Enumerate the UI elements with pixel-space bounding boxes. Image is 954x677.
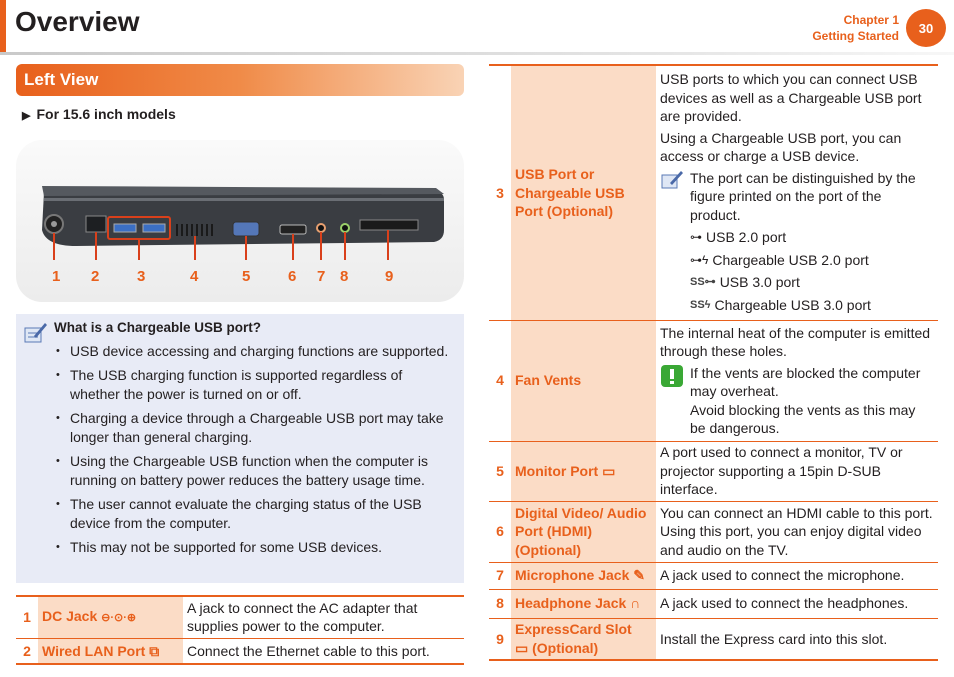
note-title: What is a Chargeable USB port? bbox=[54, 320, 262, 335]
callout-9: 9 bbox=[385, 268, 394, 285]
row-number: 1 bbox=[23, 609, 31, 625]
usb-legend-item: ⊶ USB 2.0 port bbox=[690, 229, 787, 246]
row-description: You can connect an HDMI cable to this port. Using this port, you can enjoy digital video and audio on the TV. bbox=[660, 504, 933, 558]
laptop-illustration bbox=[16, 140, 464, 302]
row-name: Digital Video/ Audio Port (HDMI) (Optional) bbox=[511, 501, 656, 562]
usb-legend-item: SS⊶ USB 3.0 port bbox=[690, 274, 800, 291]
row-description: A port used to connect a monitor, TV or projector supporting a 15pin D-SUB interface. bbox=[660, 444, 903, 498]
warning-icon bbox=[660, 364, 684, 388]
laptop-left-side-image bbox=[16, 140, 464, 302]
table-row bbox=[16, 596, 464, 638]
note-item: • This may not be supported for some USB devices. bbox=[54, 538, 454, 558]
warning-text: Avoid blocking the vents as this may be dangerous. bbox=[690, 401, 916, 436]
warning-sub bbox=[660, 364, 934, 438]
row-name: Microphone Jack ✎ bbox=[511, 562, 656, 589]
header-accent-bar bbox=[0, 0, 6, 52]
table-row bbox=[489, 320, 938, 441]
usb-legend-item: ⊶ϟ Chargeable USB 2.0 port bbox=[690, 251, 869, 268]
chapter-label bbox=[812, 12, 899, 44]
row-description: A jack used to connect the headphones. bbox=[660, 595, 909, 612]
row-description: Connect the Ethernet cable to this port. bbox=[187, 642, 430, 659]
note-list bbox=[54, 342, 454, 561]
row-number: 5 bbox=[496, 462, 504, 479]
row-name: Monitor Port ▭ bbox=[511, 441, 656, 501]
section-title: Left View bbox=[24, 70, 99, 89]
note-text: The port can be distinguished by the figure printed on the port of the product. bbox=[690, 169, 916, 223]
monitor-icon: ▭ bbox=[602, 462, 616, 479]
table-row bbox=[489, 441, 938, 501]
note-item: • The USB charging function is supported regardless of whether the power is turned on or off. bbox=[54, 366, 454, 405]
callout-6: 6 bbox=[288, 268, 297, 285]
row-description: A jack to connect the AC adapter that supplies power to the computer. bbox=[187, 599, 418, 635]
usb-2-icon: ⊶ bbox=[690, 230, 702, 245]
usb-3-icon: SS⊶ bbox=[690, 276, 716, 289]
table-row bbox=[489, 65, 938, 320]
right-port-table bbox=[489, 64, 938, 661]
table-row bbox=[489, 501, 938, 562]
desc-text: USB ports to which you can connect USB devices as well as a Chargeable USB port are provided. bbox=[660, 71, 922, 125]
desc-text: The internal heat of the computer is emitted through these holes. bbox=[660, 324, 931, 359]
callout-4: 4 bbox=[190, 268, 199, 285]
note-sub bbox=[660, 169, 934, 225]
page-title: Overview bbox=[15, 6, 140, 37]
page-number-badge: 30 bbox=[906, 9, 946, 47]
row-number: 8 bbox=[496, 595, 504, 612]
note-item: • Charging a device through a Chargeable USB port may take longer than general charging. bbox=[54, 409, 454, 448]
usb-3-charge-icon: SSϟ bbox=[690, 298, 711, 311]
dc-jack-icon: ⊖·⊙·⊕ bbox=[101, 612, 137, 624]
row-name: Wired LAN Port ⧉ bbox=[38, 638, 183, 664]
chapter-name: Getting Started bbox=[812, 29, 899, 43]
left-port-table bbox=[16, 595, 464, 665]
note-pencil-icon bbox=[22, 320, 48, 346]
usb-legend-item: SSϟ Chargeable USB 3.0 port bbox=[690, 296, 871, 313]
row-number: 9 bbox=[496, 630, 504, 647]
microphone-icon: ✎ bbox=[633, 567, 645, 584]
row-number: 7 bbox=[496, 567, 504, 584]
row-description: A jack used to connect the microphone. bbox=[660, 567, 905, 584]
note-item: • Using the Chargeable USB function when the computer is running on battery power reduces the battery usage time. bbox=[54, 452, 454, 491]
callout-5: 5 bbox=[242, 268, 251, 285]
row-description: Install the Express card into this slot. bbox=[660, 630, 888, 647]
row-number: 6 bbox=[496, 523, 504, 540]
table-row bbox=[489, 618, 938, 660]
chapter-number: Chapter 1 bbox=[843, 13, 899, 27]
note-item: • USB device accessing and charging functions are supported. bbox=[54, 342, 454, 362]
row-name: DC Jack ⊖·⊙·⊕ bbox=[38, 596, 183, 638]
row-number: 3 bbox=[496, 184, 504, 201]
row-name: Headphone Jack ∩ bbox=[511, 589, 656, 618]
note-box bbox=[16, 314, 464, 583]
callout-7: 7 bbox=[317, 268, 326, 285]
network-icon: ⧉ bbox=[149, 642, 160, 659]
callout-1: 1 bbox=[52, 268, 61, 285]
warning-text: If the vents are blocked the computer may overheat. bbox=[690, 364, 921, 399]
note-pencil-icon bbox=[660, 169, 684, 191]
table-row bbox=[489, 589, 938, 618]
express-card-icon: ▭ bbox=[515, 639, 529, 656]
row-number: 2 bbox=[23, 642, 31, 659]
triangle-right-icon: ▶ bbox=[22, 110, 31, 122]
row-description bbox=[656, 320, 938, 441]
header-divider bbox=[0, 52, 954, 55]
model-label bbox=[22, 106, 176, 122]
table-row bbox=[489, 562, 938, 589]
row-name: USB Port or Chargeable USB Port (Optional) bbox=[511, 65, 656, 320]
desc-text: Using a Chargeable USB port, you can access or charge a USB device. bbox=[660, 129, 902, 165]
table-row bbox=[16, 638, 464, 664]
row-name: ExpressCard Slot ▭ (Optional) bbox=[511, 618, 656, 660]
section-header bbox=[16, 64, 464, 96]
headphone-icon: ∩ bbox=[630, 595, 641, 612]
row-number: 4 bbox=[496, 372, 504, 389]
usb-2-charge-icon: ⊶ϟ bbox=[690, 252, 709, 267]
callout-3: 3 bbox=[137, 268, 146, 285]
note-item: • The user cannot evaluate the charging status of the USB device from the computer. bbox=[54, 495, 454, 534]
model-text: For 15.6 inch models bbox=[36, 106, 176, 122]
callout-2: 2 bbox=[91, 268, 100, 285]
callout-8: 8 bbox=[340, 268, 349, 285]
row-name: Fan Vents bbox=[511, 320, 656, 441]
row-description bbox=[656, 65, 938, 320]
